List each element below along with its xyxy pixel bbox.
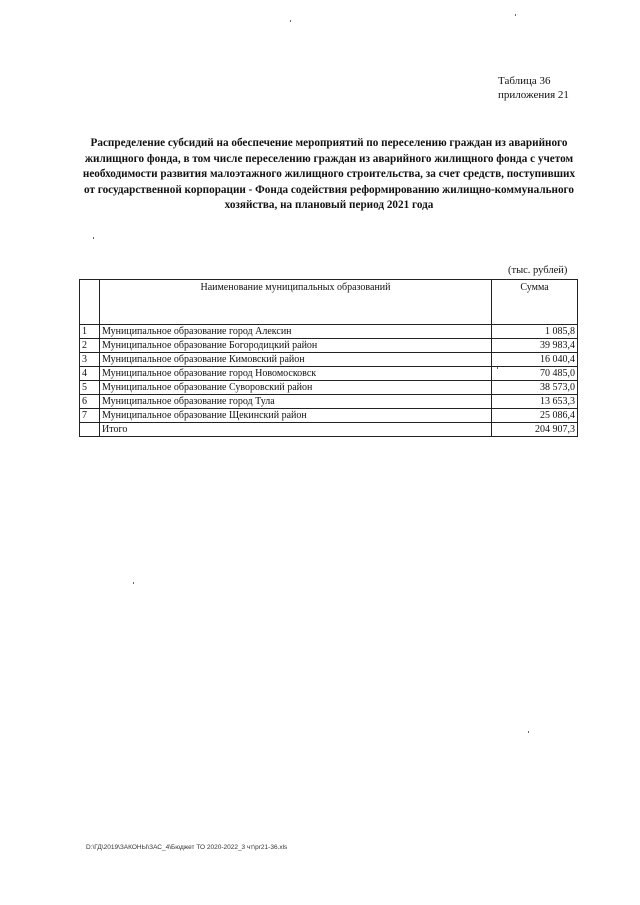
row-number: 4 xyxy=(80,367,100,381)
row-sum: 39 983,4 xyxy=(492,339,578,353)
row-sum: 1 085,8 xyxy=(492,325,578,339)
table-row xyxy=(80,381,578,395)
scan-speck xyxy=(515,14,516,16)
header-sum: Сумма xyxy=(492,280,578,325)
row-sum: 38 573,0 xyxy=(492,381,578,395)
table-row xyxy=(80,409,578,423)
row-name: Муниципальное образование Щекинский район xyxy=(100,409,492,423)
row-name: Муниципальное образование Богородицкий район xyxy=(100,339,492,353)
row-name: Муниципальное образование город Алексин xyxy=(100,325,492,339)
appendix-number: приложения 21 xyxy=(498,89,569,101)
row-number: 2 xyxy=(80,339,100,353)
document-title: Распределение субсидий на обеспечение мероприятий по переселению граждан из аварийного жилищного фонда, в том числе переселению граждан из аварийного жилищного фонда с учетом необходимости развития малоэтажного жилищного строительства, за счет средств, поступивших от государственной корпорации - Фонда содействия реформированию жилищно-коммунального хозяйства, на плановый период 2021 года xyxy=(82,137,576,212)
subsidy-table xyxy=(79,279,578,437)
row-name: Муниципальное образование Кимовский район xyxy=(100,353,492,367)
row-sum: 16 040,4 xyxy=(492,353,578,367)
scan-speck xyxy=(528,731,529,733)
table-row xyxy=(80,395,578,409)
row-number: 7 xyxy=(80,409,100,423)
table-total-row xyxy=(80,423,578,437)
table-row xyxy=(80,367,578,381)
total-sum: 204 907,3 xyxy=(492,423,578,437)
row-sum: 70 485,0 xyxy=(492,367,578,381)
row-name: Муниципальное образование город Новомосковск xyxy=(100,367,492,381)
units-label: (тыс. рублей) xyxy=(508,265,568,276)
table-header-row xyxy=(80,280,578,325)
row-number: 6 xyxy=(80,395,100,409)
row-sum: 25 086,4 xyxy=(492,409,578,423)
row-name: Муниципальное образование Суворовский район xyxy=(100,381,492,395)
table-row xyxy=(80,353,578,367)
row-number: 1 xyxy=(80,325,100,339)
scan-speck xyxy=(93,237,94,239)
header-num-cell xyxy=(80,280,100,325)
header-name: Наименование муниципальных образований xyxy=(100,280,492,325)
row-name: Муниципальное образование город Тула xyxy=(100,395,492,409)
total-label: Итого xyxy=(100,423,492,437)
row-sum: 13 653,3 xyxy=(492,395,578,409)
table-row xyxy=(80,339,578,353)
table-row xyxy=(80,325,578,339)
table-number: Таблица 36 xyxy=(498,75,551,87)
scan-speck xyxy=(497,367,498,369)
total-num-cell xyxy=(80,423,100,437)
appendix-reference xyxy=(498,74,569,102)
file-path-footer: D:\ГД\2019\ЗАКОНЫ\ЗАС_4\Бюджет ТО 2020-2022_3 чт\pr21-36.xls xyxy=(86,844,288,851)
scan-speck xyxy=(133,582,134,584)
row-number: 3 xyxy=(80,353,100,367)
scan-speck xyxy=(290,20,291,22)
row-number: 5 xyxy=(80,381,100,395)
